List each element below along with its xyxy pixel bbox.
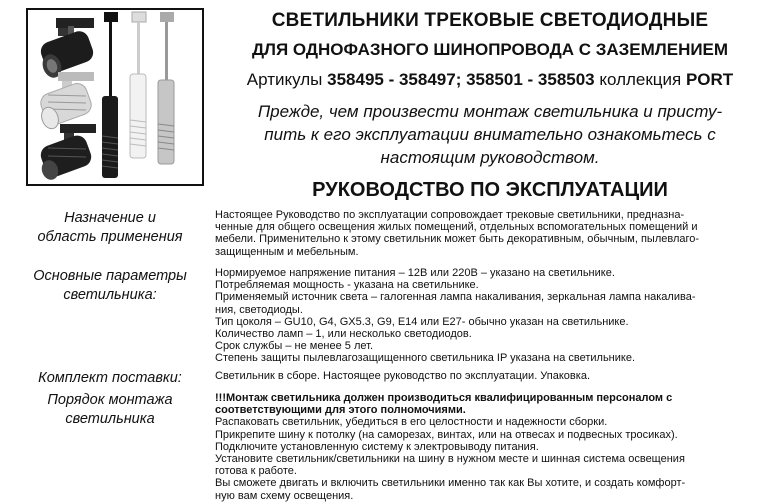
section-text-parameters: [215, 267, 745, 365]
articles-prefix: Артикулы: [246, 70, 328, 89]
black-spotlight-drawing-2: [38, 124, 96, 182]
label-line: Порядок монтажа: [47, 392, 173, 408]
section-text-installation: [215, 392, 745, 502]
title-line-1: СВЕТИЛЬНИКИ ТРЕКОВЫЕ СВЕТОДИОДНЫЕ: [271, 10, 709, 31]
articles-line: [210, 70, 770, 90]
warning-line: пить к его эксплуатации внимательно ознакомьтесь с: [264, 125, 716, 144]
product-image: [26, 8, 204, 186]
warning-bold-line: соответствующими для этого полномочиями.: [215, 404, 466, 417]
text-line: Срок службы – не менее 5 лет.: [215, 340, 374, 353]
title-line-2: ДЛЯ ОДНОФАЗНОГО ШИНОПРОВОДА С ЗАЗЕМЛЕНИЕМ: [251, 40, 729, 59]
text-line: Светильник в сборе. Настоящее руководство по эксплуатации. Упаковка.: [215, 370, 590, 382]
section-label-parameters: [10, 267, 210, 305]
text-line: Количество ламп – 1, или несколько светодиодов.: [215, 328, 472, 341]
label-line: Назначение и: [64, 210, 156, 226]
white-pendant-drawing: [130, 12, 146, 158]
text-line: Применяемый источник света – галогенная лампа накаливания, зеркальная лампа накалива-: [215, 291, 696, 304]
text-line: Прикрепите шину к потолку (на саморезах, винтах, или на отвесах и подвесных тросиках).: [215, 428, 678, 441]
collection-prefix: коллекция: [594, 70, 686, 89]
text-line: Установите светильник/светильники на шину в нужном месте и шинная система освещения: [215, 453, 685, 466]
text-line: Настоящее Руководство по эксплуатации сопровождает трековые светильники, предназна-: [215, 209, 685, 221]
warning-line: Прежде, чем произвести монтаж светильника и присту-: [257, 102, 723, 121]
warning-line: настоящим руководством.: [380, 148, 600, 167]
black-spotlight-drawing: [38, 18, 96, 80]
text-line: ния, светодиоды.: [215, 303, 303, 316]
text-line: мебели. Применительно к этому светильник может быть декоративным, обычным, пылевлаго-: [215, 233, 700, 246]
label-line: светильника: [65, 411, 155, 427]
track-lights-illustration: [28, 10, 202, 184]
section-label-purpose: [10, 209, 210, 247]
label-line: Основные параметры: [33, 268, 187, 284]
section-label-package: [10, 369, 210, 388]
manual-title: РУКОВОДСТВО ПО ЭКСПЛУАТАЦИИ: [312, 179, 668, 201]
text-line: Тип цоколя – GU10, G4, GX5.3, G9, E14 или E27- обычно указан на светильнике.: [215, 315, 629, 328]
section-text-package: [215, 370, 745, 382]
warning-text: [210, 100, 770, 169]
text-line: Нормируемое напряжение питания – 12В или 220В – указано на светильнике.: [215, 267, 615, 279]
silver-pendant-drawing: [158, 12, 174, 164]
label-line: светильника:: [63, 287, 157, 303]
black-pendant-drawing: [102, 12, 118, 178]
articles-numbers: 358495 - 358497; 358501 - 358503: [327, 70, 595, 89]
section-text-purpose: [215, 209, 745, 258]
silver-spotlight-drawing: [38, 72, 94, 131]
label-line: область применения: [37, 229, 183, 245]
warning-bold-line: !!!Монтаж светильника должен производиться квалифицированным персоналом с: [215, 392, 673, 404]
text-line: Степень защиты пылевлагозащищенного светильника IP указана на светильнике.: [215, 352, 636, 365]
text-line: Вы сможете двигать и включить светильники именно так как Вы хотите, и создать комфорт-: [215, 477, 686, 490]
text-line: готова к работе.: [215, 465, 297, 478]
text-line: ную вам схему освещения.: [215, 489, 354, 502]
text-line: Распаковать светильник, убедиться в его целостности и надежности сборки.: [215, 416, 608, 429]
section-label-installation: [10, 391, 210, 429]
text-line: Подключите установленную систему к электровыводу питания.: [215, 440, 539, 453]
text-line: ченные для общего освещения жилых помещений, отдельных вспомогательных помещений и: [215, 221, 698, 234]
label-line: Комплект поставки:: [38, 370, 182, 386]
text-line: защищенным и мебельным.: [215, 245, 359, 258]
text-line: Потребляемая мощность - указана на светильнике.: [215, 279, 479, 292]
collection-name: PORT: [685, 70, 734, 89]
